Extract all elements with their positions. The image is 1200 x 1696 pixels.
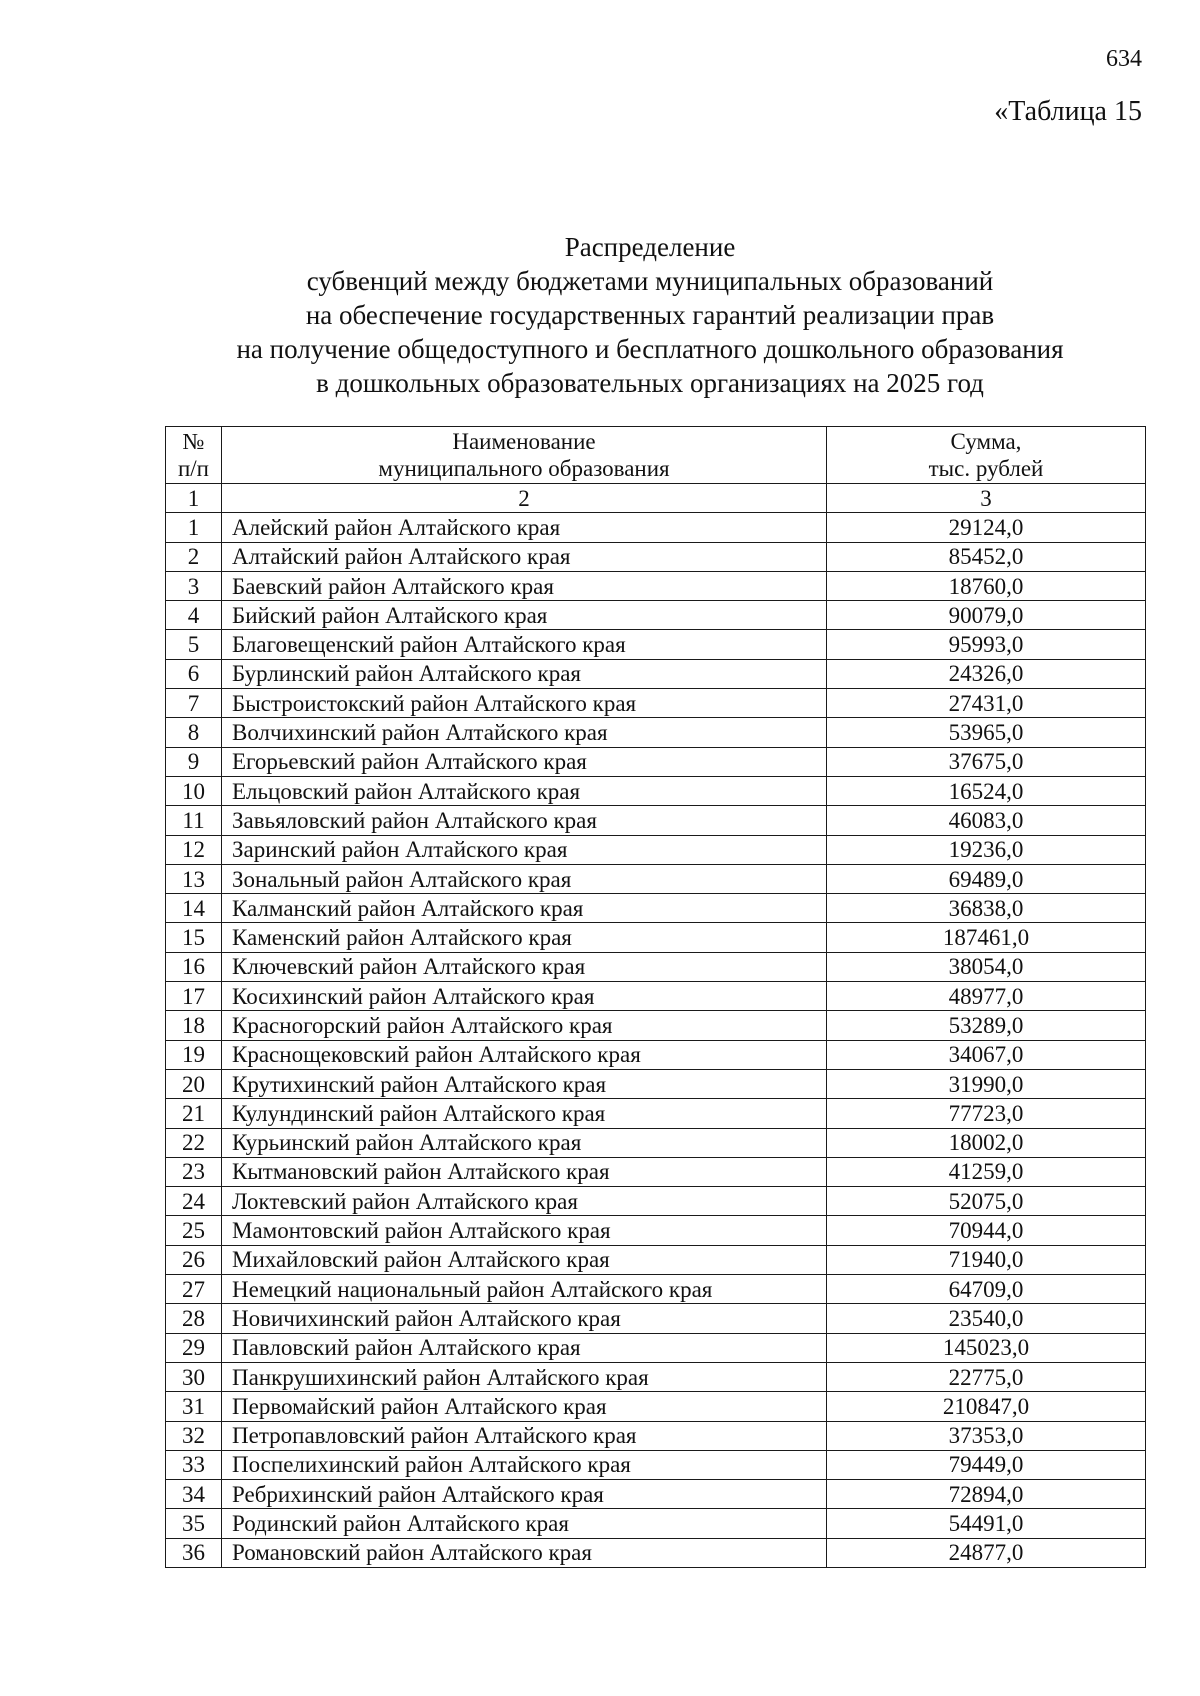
row-number: 35 — [166, 1509, 222, 1538]
column-index-row — [166, 484, 1146, 513]
title-line: в дошкольных образовательных организациях на 2025 год — [316, 368, 984, 398]
table-row — [166, 1216, 1146, 1245]
column-index: 2 — [222, 484, 827, 513]
row-sum: 18002,0 — [827, 1128, 1146, 1157]
row-sum: 79449,0 — [827, 1450, 1146, 1479]
header-sum: Сумма, тыс. рублей — [827, 427, 1146, 484]
row-name: Курьинский район Алтайского края — [222, 1128, 827, 1157]
row-sum: 46083,0 — [827, 806, 1146, 835]
row-sum: 37353,0 — [827, 1421, 1146, 1450]
row-sum: 27431,0 — [827, 689, 1146, 718]
row-sum: 36838,0 — [827, 894, 1146, 923]
row-number: 14 — [166, 894, 222, 923]
row-number: 34 — [166, 1480, 222, 1509]
row-name: Зональный район Алтайского края — [222, 864, 827, 893]
row-number: 36 — [166, 1538, 222, 1567]
table-row — [166, 1480, 1146, 1509]
table-row — [166, 630, 1146, 659]
row-name: Благовещенский район Алтайского края — [222, 630, 827, 659]
row-sum: 53965,0 — [827, 718, 1146, 747]
row-name: Быстроистокский район Алтайского края — [222, 689, 827, 718]
row-number: 28 — [166, 1304, 222, 1333]
row-name: Панкрушихинский район Алтайского края — [222, 1362, 827, 1391]
table-row — [166, 1069, 1146, 1098]
table-row — [166, 718, 1146, 747]
table-row — [166, 1421, 1146, 1450]
table-row — [166, 1099, 1146, 1128]
row-name: Михайловский район Алтайского края — [222, 1245, 827, 1274]
table-row — [166, 835, 1146, 864]
row-sum: 85452,0 — [827, 542, 1146, 571]
row-name: Калманский район Алтайского края — [222, 894, 827, 923]
row-sum: 16524,0 — [827, 776, 1146, 805]
row-number: 18 — [166, 1011, 222, 1040]
row-name: Алейский район Алтайского края — [222, 513, 827, 542]
table-row — [166, 1245, 1146, 1274]
row-number: 6 — [166, 659, 222, 688]
row-number: 22 — [166, 1128, 222, 1157]
table-row — [166, 1362, 1146, 1391]
table-row — [166, 542, 1146, 571]
row-sum: 95993,0 — [827, 630, 1146, 659]
row-name: Завьяловский район Алтайского края — [222, 806, 827, 835]
table-row — [166, 982, 1146, 1011]
row-name: Первомайский район Алтайского края — [222, 1392, 827, 1421]
row-sum: 24877,0 — [827, 1538, 1146, 1567]
table-body — [166, 513, 1146, 1568]
row-sum: 23540,0 — [827, 1304, 1146, 1333]
row-name: Новичихинский район Алтайского края — [222, 1304, 827, 1333]
row-name: Каменский район Алтайского края — [222, 923, 827, 952]
row-name: Родинский район Алтайского края — [222, 1509, 827, 1538]
row-number: 13 — [166, 864, 222, 893]
row-number: 32 — [166, 1421, 222, 1450]
row-name: Локтевский район Алтайского края — [222, 1187, 827, 1216]
row-number: 1 — [166, 513, 222, 542]
column-index: 3 — [827, 484, 1146, 513]
row-sum: 41259,0 — [827, 1157, 1146, 1186]
row-sum: 37675,0 — [827, 747, 1146, 776]
row-name: Баевский район Алтайского края — [222, 571, 827, 600]
row-name: Мамонтовский район Алтайского края — [222, 1216, 827, 1245]
row-name: Немецкий национальный район Алтайского края — [222, 1275, 827, 1304]
row-sum: 187461,0 — [827, 923, 1146, 952]
row-number: 5 — [166, 630, 222, 659]
row-number: 23 — [166, 1157, 222, 1186]
table-row — [166, 952, 1146, 981]
page-number: 634 — [1106, 46, 1142, 72]
row-name: Павловский район Алтайского края — [222, 1333, 827, 1362]
row-name: Петропавловский район Алтайского края — [222, 1421, 827, 1450]
row-sum: 22775,0 — [827, 1362, 1146, 1391]
table-row — [166, 513, 1146, 542]
row-number: 26 — [166, 1245, 222, 1274]
row-number: 10 — [166, 776, 222, 805]
row-name: Косихинский район Алтайского края — [222, 982, 827, 1011]
row-number: 4 — [166, 601, 222, 630]
row-sum: 54491,0 — [827, 1509, 1146, 1538]
header-name: Наименование муниципального образования — [222, 427, 827, 484]
distribution-table — [165, 426, 1146, 1568]
row-name: Егорьевский район Алтайского края — [222, 747, 827, 776]
title-line: на обеспечение государственных гарантий реализации прав — [305, 300, 995, 330]
table-header-row — [166, 427, 1146, 484]
table-row — [166, 1011, 1146, 1040]
row-sum: 69489,0 — [827, 864, 1146, 893]
table-row — [166, 1304, 1146, 1333]
table-row — [166, 1450, 1146, 1479]
title-line: Распределение — [564, 232, 736, 262]
row-sum: 71940,0 — [827, 1245, 1146, 1274]
table-row — [166, 747, 1146, 776]
table-row — [166, 601, 1146, 630]
row-sum: 19236,0 — [827, 835, 1146, 864]
table-row — [166, 1333, 1146, 1362]
row-number: 25 — [166, 1216, 222, 1245]
row-number: 19 — [166, 1040, 222, 1069]
row-name: Ельцовский район Алтайского края — [222, 776, 827, 805]
table-row — [166, 776, 1146, 805]
row-name: Крутихинский район Алтайского края — [222, 1069, 827, 1098]
title-line: субвенций между бюджетами муниципальных образований — [306, 266, 994, 296]
row-name: Кытмановский район Алтайского края — [222, 1157, 827, 1186]
row-number: 30 — [166, 1362, 222, 1391]
row-sum: 53289,0 — [827, 1011, 1146, 1040]
row-number: 15 — [166, 923, 222, 952]
row-number: 16 — [166, 952, 222, 981]
row-number: 11 — [166, 806, 222, 835]
table-row — [166, 806, 1146, 835]
row-sum: 31990,0 — [827, 1069, 1146, 1098]
table-row — [166, 571, 1146, 600]
table-row — [166, 659, 1146, 688]
table-row — [166, 923, 1146, 952]
table-row — [166, 1157, 1146, 1186]
table-label: «Таблица 15 — [994, 96, 1142, 127]
row-number: 24 — [166, 1187, 222, 1216]
header-number: № п/п — [166, 427, 222, 484]
row-sum: 72894,0 — [827, 1480, 1146, 1509]
row-number: 9 — [166, 747, 222, 776]
row-sum: 145023,0 — [827, 1333, 1146, 1362]
table-row — [166, 1392, 1146, 1421]
row-sum: 29124,0 — [827, 513, 1146, 542]
table-row — [166, 1128, 1146, 1157]
row-name: Заринский район Алтайского края — [222, 835, 827, 864]
row-number: 17 — [166, 982, 222, 1011]
row-name: Бурлинский район Алтайского края — [222, 659, 827, 688]
row-sum: 48977,0 — [827, 982, 1146, 1011]
row-name: Волчихинский район Алтайского края — [222, 718, 827, 747]
row-sum: 77723,0 — [827, 1099, 1146, 1128]
row-number: 33 — [166, 1450, 222, 1479]
table-row — [166, 1040, 1146, 1069]
document-title — [0, 230, 1200, 400]
row-name: Ребрихинский район Алтайского края — [222, 1480, 827, 1509]
column-index: 1 — [166, 484, 222, 513]
row-sum: 52075,0 — [827, 1187, 1146, 1216]
row-sum: 90079,0 — [827, 601, 1146, 630]
row-number: 3 — [166, 571, 222, 600]
row-number: 21 — [166, 1099, 222, 1128]
row-number: 29 — [166, 1333, 222, 1362]
row-sum: 34067,0 — [827, 1040, 1146, 1069]
row-name: Ключевский район Алтайского края — [222, 952, 827, 981]
row-number: 2 — [166, 542, 222, 571]
table-row — [166, 894, 1146, 923]
row-number: 12 — [166, 835, 222, 864]
table-row — [166, 1275, 1146, 1304]
table-row — [166, 689, 1146, 718]
row-number: 31 — [166, 1392, 222, 1421]
row-name: Поспелихинский район Алтайского края — [222, 1450, 827, 1479]
row-sum: 38054,0 — [827, 952, 1146, 981]
table-row — [166, 864, 1146, 893]
row-number: 8 — [166, 718, 222, 747]
row-sum: 64709,0 — [827, 1275, 1146, 1304]
table-row — [166, 1509, 1146, 1538]
row-name: Кулундинский район Алтайского края — [222, 1099, 827, 1128]
row-sum: 24326,0 — [827, 659, 1146, 688]
row-name: Бийский район Алтайского края — [222, 601, 827, 630]
row-number: 27 — [166, 1275, 222, 1304]
row-number: 20 — [166, 1069, 222, 1098]
row-name: Романовский район Алтайского края — [222, 1538, 827, 1567]
row-name: Красногорский район Алтайского края — [222, 1011, 827, 1040]
row-number: 7 — [166, 689, 222, 718]
table-row — [166, 1187, 1146, 1216]
row-sum: 70944,0 — [827, 1216, 1146, 1245]
row-name: Краснощековский район Алтайского края — [222, 1040, 827, 1069]
table-row — [166, 1538, 1146, 1567]
title-line: на получение общедоступного и бесплатного дошкольного образования — [236, 334, 1064, 364]
row-sum: 210847,0 — [827, 1392, 1146, 1421]
row-name: Алтайский район Алтайского края — [222, 542, 827, 571]
row-sum: 18760,0 — [827, 571, 1146, 600]
